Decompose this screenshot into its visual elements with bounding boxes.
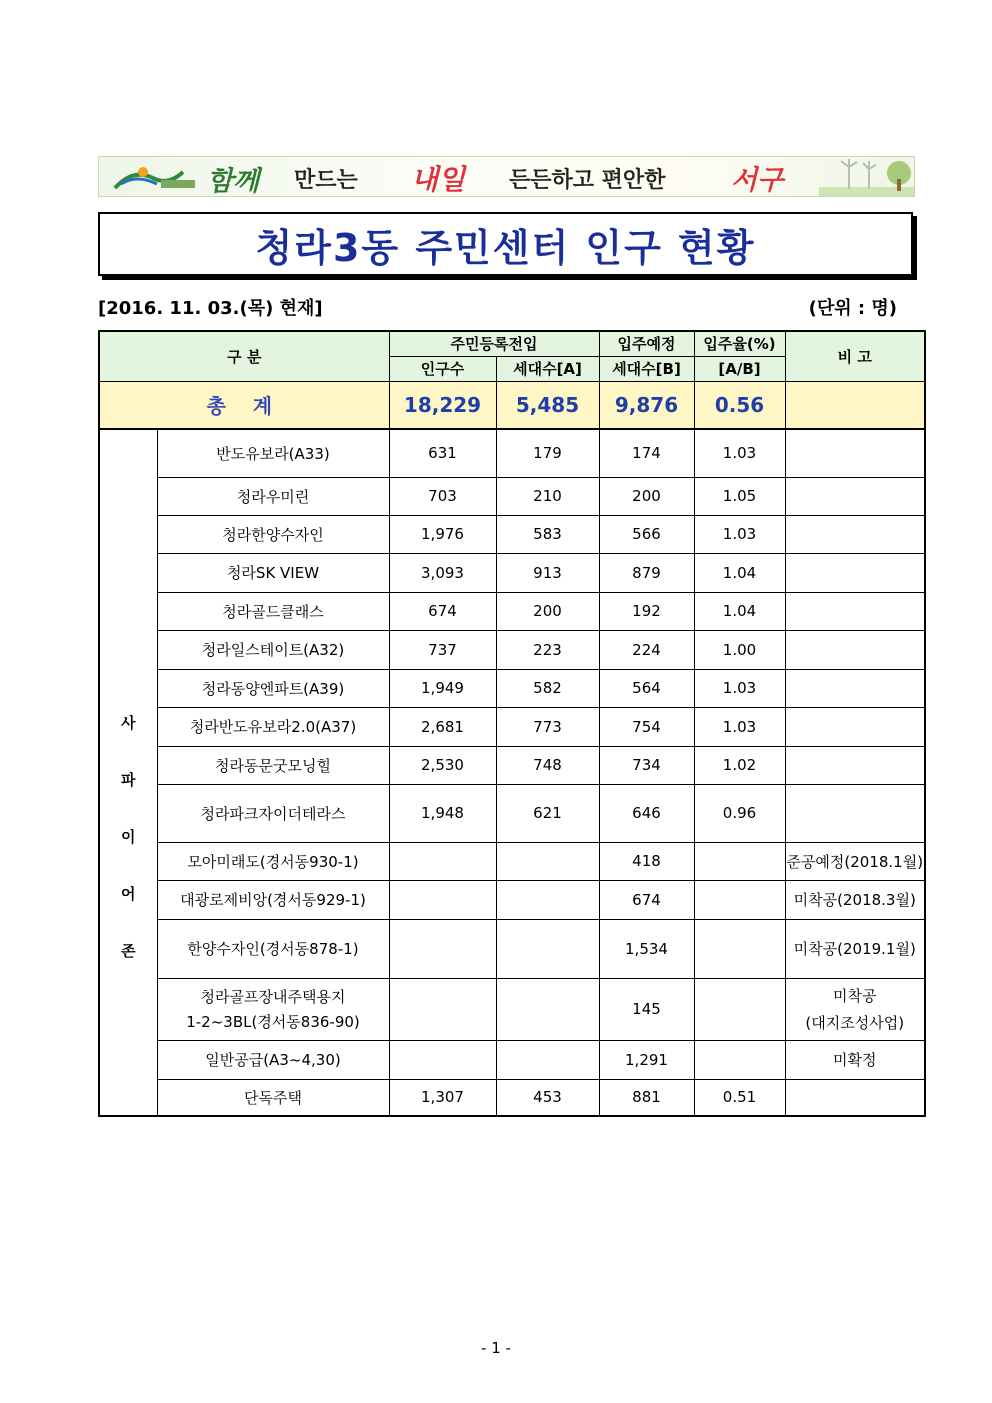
table-row (99, 784, 925, 842)
planned-cell: 1,291 (599, 1040, 694, 1079)
planned-cell: 192 (599, 592, 694, 630)
households-cell: 748 (496, 746, 599, 784)
note-cell: 준공예정(2018.1월) (785, 842, 925, 880)
rate-cell: 0.51 (694, 1079, 785, 1116)
rate-cell: 1.00 (694, 630, 785, 669)
table-row (99, 746, 925, 784)
slogan-banner (98, 156, 915, 197)
banner-seogu: 서구 (731, 165, 784, 196)
banner-reliable: 든든하고 편안한 (509, 168, 666, 193)
planned-cell: 224 (599, 630, 694, 669)
table-row (99, 978, 925, 1040)
households-cell: 582 (496, 669, 599, 707)
note-line2: (대지조성사업) (805, 1014, 905, 1032)
note-cell (785, 669, 925, 707)
households-cell (496, 978, 599, 1040)
population-cell (389, 880, 496, 919)
planned-cell: 566 (599, 515, 694, 553)
total-row (99, 381, 925, 429)
windmill-scenery-icon (819, 157, 915, 197)
households-cell: 583 (496, 515, 599, 553)
planned-cell: 418 (599, 842, 694, 880)
note-cell (785, 429, 925, 477)
planned-cell: 754 (599, 707, 694, 746)
note-cell (785, 477, 925, 515)
seogu-logo-icon (113, 162, 203, 192)
planned-cell: 564 (599, 669, 694, 707)
complex-name: 청라파크자이더테라스 (157, 784, 389, 842)
side-char: 파 (121, 771, 136, 789)
note-cell (785, 707, 925, 746)
complex-name-line1: 청라골프장내주택용지 (200, 988, 346, 1006)
rate-cell: 1.03 (694, 669, 785, 707)
rate-cell: 1.03 (694, 707, 785, 746)
planned-cell: 1,534 (599, 919, 694, 978)
complex-name: 한양수자인(경서동878-1) (157, 919, 389, 978)
table-row (99, 515, 925, 553)
total-note (785, 381, 925, 429)
table-row (99, 919, 925, 978)
title-box (98, 212, 913, 276)
households-cell: 223 (496, 630, 599, 669)
total-population: 18,229 (389, 381, 496, 429)
planned-cell: 734 (599, 746, 694, 784)
table-row (99, 880, 925, 919)
planned-cell: 145 (599, 978, 694, 1040)
planned-cell: 881 (599, 1079, 694, 1116)
planned-cell: 200 (599, 477, 694, 515)
population-cell (389, 919, 496, 978)
side-char: 사 (121, 714, 136, 732)
complex-name: 청라동양엔파트(A39) (157, 669, 389, 707)
side-char: 어 (121, 885, 136, 903)
table-row (99, 477, 925, 515)
planned-cell: 879 (599, 553, 694, 592)
table-row (99, 842, 925, 880)
rate-cell: 1.02 (694, 746, 785, 784)
banner-making: 만드는 (294, 168, 358, 193)
households-cell: 913 (496, 553, 599, 592)
note-cell (785, 784, 925, 842)
report-date: [2016. 11. 03.(목) 현재] (98, 298, 323, 319)
complex-name: 청라일스테이트(A32) (157, 630, 389, 669)
rate-cell: 1.04 (694, 592, 785, 630)
population-cell: 737 (389, 630, 496, 669)
total-planned: 9,876 (599, 381, 694, 429)
unit-label: (단위 : 명) (808, 298, 897, 319)
planned-cell: 174 (599, 429, 694, 477)
rate-cell (694, 842, 785, 880)
note-cell (785, 592, 925, 630)
header-planned-top: 입주예정 (599, 331, 694, 356)
households-cell (496, 880, 599, 919)
population-cell: 1,307 (389, 1079, 496, 1116)
population-cell: 1,948 (389, 784, 496, 842)
note-cell: 미착공(2019.1월) (785, 919, 925, 978)
note-cell (785, 746, 925, 784)
banner-together: 함께 (207, 166, 260, 197)
table-row (99, 669, 925, 707)
complex-name: 반도유보라(A33) (157, 429, 389, 477)
table-row (99, 429, 925, 477)
side-char: 존 (121, 942, 136, 960)
complex-name: 일반공급(A3~4,30) (157, 1040, 389, 1079)
header-planned-bottom: 세대수[B] (599, 356, 694, 381)
households-cell (496, 1040, 599, 1079)
rate-cell: 1.03 (694, 429, 785, 477)
note-cell (785, 630, 925, 669)
note-cell: 미확정 (785, 1040, 925, 1079)
households-cell: 773 (496, 707, 599, 746)
header-category: 구 분 (99, 331, 389, 381)
header-households-a: 세대수[A] (496, 356, 599, 381)
complex-name-line2: 1-2~3BL(경서동836-90) (186, 1013, 360, 1031)
complex-name: 청라동문굿모닝힐 (157, 746, 389, 784)
households-cell: 621 (496, 784, 599, 842)
header-note: 비 고 (785, 331, 925, 381)
households-cell (496, 842, 599, 880)
planned-cell: 674 (599, 880, 694, 919)
rate-cell (694, 1040, 785, 1079)
complex-name: 청라반도유보라2.0(A37) (157, 707, 389, 746)
population-cell: 2,681 (389, 707, 496, 746)
population-cell: 1,949 (389, 669, 496, 707)
complex-name (157, 978, 389, 1040)
population-cell: 3,093 (389, 553, 496, 592)
households-cell: 200 (496, 592, 599, 630)
page-number: - 1 - (481, 1339, 511, 1357)
population-cell: 703 (389, 477, 496, 515)
rate-cell: 0.96 (694, 784, 785, 842)
table-row (99, 592, 925, 630)
page-title: 청라3동 주민센터 인구 현황 (255, 225, 756, 270)
population-cell (389, 978, 496, 1040)
complex-name: 청라골드클래스 (157, 592, 389, 630)
complex-name: 청라SK VIEW (157, 553, 389, 592)
total-households: 5,485 (496, 381, 599, 429)
rate-cell (694, 919, 785, 978)
header-rate-top: 입주율(%) (694, 331, 785, 356)
side-char: 이 (121, 828, 136, 846)
side-label-cell (99, 429, 157, 1116)
table-row (99, 1079, 925, 1116)
planned-cell: 646 (599, 784, 694, 842)
banner-tomorrow: 내일 (411, 163, 466, 196)
rate-cell: 1.05 (694, 477, 785, 515)
households-cell (496, 919, 599, 978)
population-table (98, 330, 926, 1117)
population-cell (389, 1040, 496, 1079)
note-line1: 미착공 (833, 987, 877, 1005)
complex-name: 청라우미린 (157, 477, 389, 515)
header-resident-registration: 주민등록전입 (389, 331, 599, 356)
note-cell (785, 553, 925, 592)
population-cell: 674 (389, 592, 496, 630)
complex-name: 단독주택 (157, 1079, 389, 1116)
rate-cell (694, 978, 785, 1040)
note-cell: 미착공(2018.3월) (785, 880, 925, 919)
table-row (99, 553, 925, 592)
total-rate: 0.56 (694, 381, 785, 429)
header-rate-bottom: [A/B] (694, 356, 785, 381)
households-cell: 210 (496, 477, 599, 515)
note-cell (785, 1079, 925, 1116)
complex-name: 모아미래도(경서동930-1) (157, 842, 389, 880)
complex-name: 대광로제비앙(경서동929-1) (157, 880, 389, 919)
note-cell (785, 515, 925, 553)
rate-cell: 1.04 (694, 553, 785, 592)
population-cell: 1,976 (389, 515, 496, 553)
population-cell (389, 842, 496, 880)
total-label: 총 계 (99, 381, 389, 429)
table-row (99, 1040, 925, 1079)
households-cell: 179 (496, 429, 599, 477)
rate-cell (694, 880, 785, 919)
households-cell: 453 (496, 1079, 599, 1116)
complex-name: 청라한양수자인 (157, 515, 389, 553)
table-row (99, 630, 925, 669)
table-row (99, 707, 925, 746)
population-cell: 631 (389, 429, 496, 477)
header-population: 인구수 (389, 356, 496, 381)
note-cell (785, 978, 925, 1040)
rate-cell: 1.03 (694, 515, 785, 553)
population-cell: 2,530 (389, 746, 496, 784)
